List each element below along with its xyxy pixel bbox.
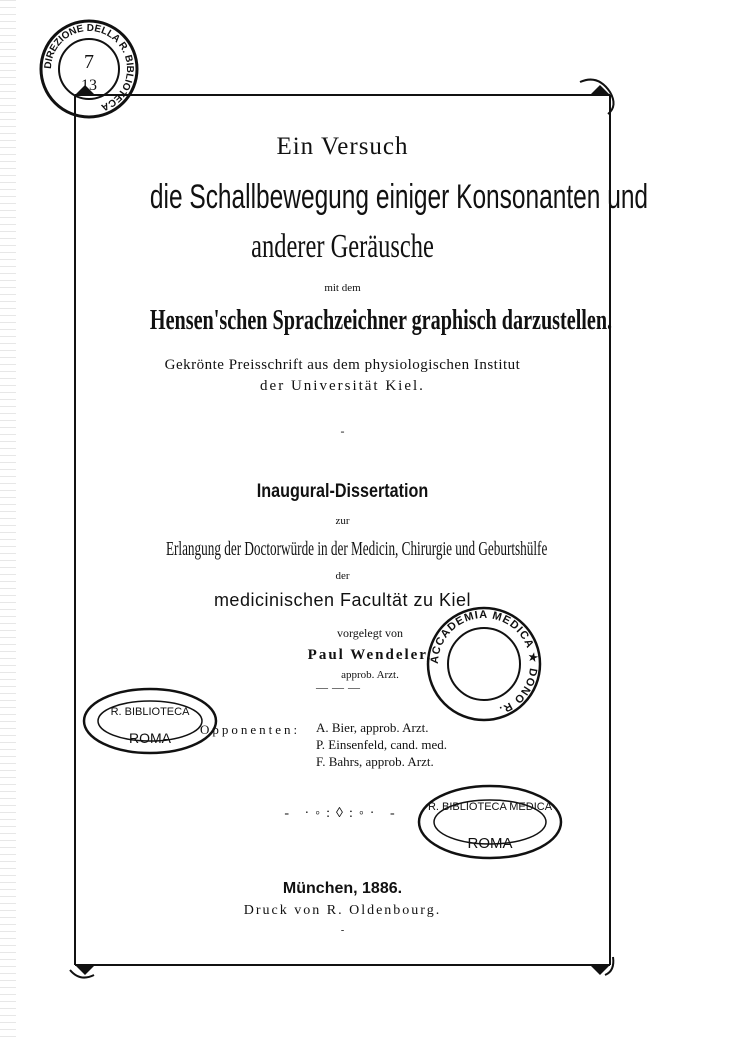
zur-label: zur — [335, 515, 350, 527]
opponent-2: P. Einsenfeld, cand. med. — [316, 737, 448, 752]
place-year: München, 1886. — [282, 880, 403, 897]
prize-line-2: der Universität Kiel. — [260, 378, 425, 394]
der-label: der — [335, 570, 350, 582]
left-oval-top-text: R. BIBLIOTECA — [110, 706, 190, 718]
right-oval-bottom-text: ROMA — [467, 835, 513, 852]
author-name: Paul Wendeler, — [307, 647, 433, 663]
stamp-number-1: 7 — [84, 51, 94, 73]
opponent-3: F. Bahrs, approb. Arzt. — [316, 754, 434, 769]
title-line-2: die Schallbewegung einiger Konsonanten und — [149, 178, 649, 216]
printer-line: Druck von R. Oldenbourg. — [243, 903, 442, 918]
degree-line: Erlangung der Doctorwürde in der Medicin, Chirurgie und Geburtshülfe — [165, 538, 548, 560]
library-stamp-oval-right — [415, 782, 565, 862]
separator-3: - — [340, 925, 345, 936]
left-oval-bottom-text: ROMA — [129, 730, 171, 746]
separator-1: - — [340, 424, 345, 438]
faculty-line: medicinischen Facultät zu Kiel — [213, 590, 472, 610]
academy-stamp-round — [425, 605, 543, 723]
library-stamp-oval-left — [80, 685, 220, 757]
separator-2: ——— — [316, 680, 364, 694]
title-line-1: Ein Versuch — [276, 133, 409, 160]
dissertation-label: Inaugural-Dissertation — [256, 481, 429, 502]
right-oval-top-text: R. BIBLIOTECA MEDICA — [427, 801, 553, 813]
prize-line-1: Gekrönte Preisschrift aus dem physiologischen Institut — [164, 357, 521, 373]
ornament: - ·◦:◊:◦· - — [284, 806, 401, 821]
stamp-number-2: 13 — [81, 77, 97, 94]
title-line-4: Hensen'schen Sprachzeichner graphisch darzustellen. — [149, 305, 613, 336]
academy-ring-text: ACCADEMIA MEDICA ★ DONO R. — [428, 608, 540, 717]
library-stamp-round-top — [38, 18, 140, 120]
author-title: approb. Arzt. — [341, 669, 399, 681]
submitted-by: vorgelegt von — [336, 626, 404, 640]
opponent-1: A. Bier, approb. Arzt. — [316, 720, 429, 735]
title-line-3: anderer Geräusche — [251, 228, 434, 265]
stamp-ring-text: DIREZIONE DELLA R. BIBLIOTECA — [42, 22, 136, 113]
opponents-label: Opponenten: — [200, 722, 301, 737]
title-connector: mit dem — [324, 282, 361, 294]
